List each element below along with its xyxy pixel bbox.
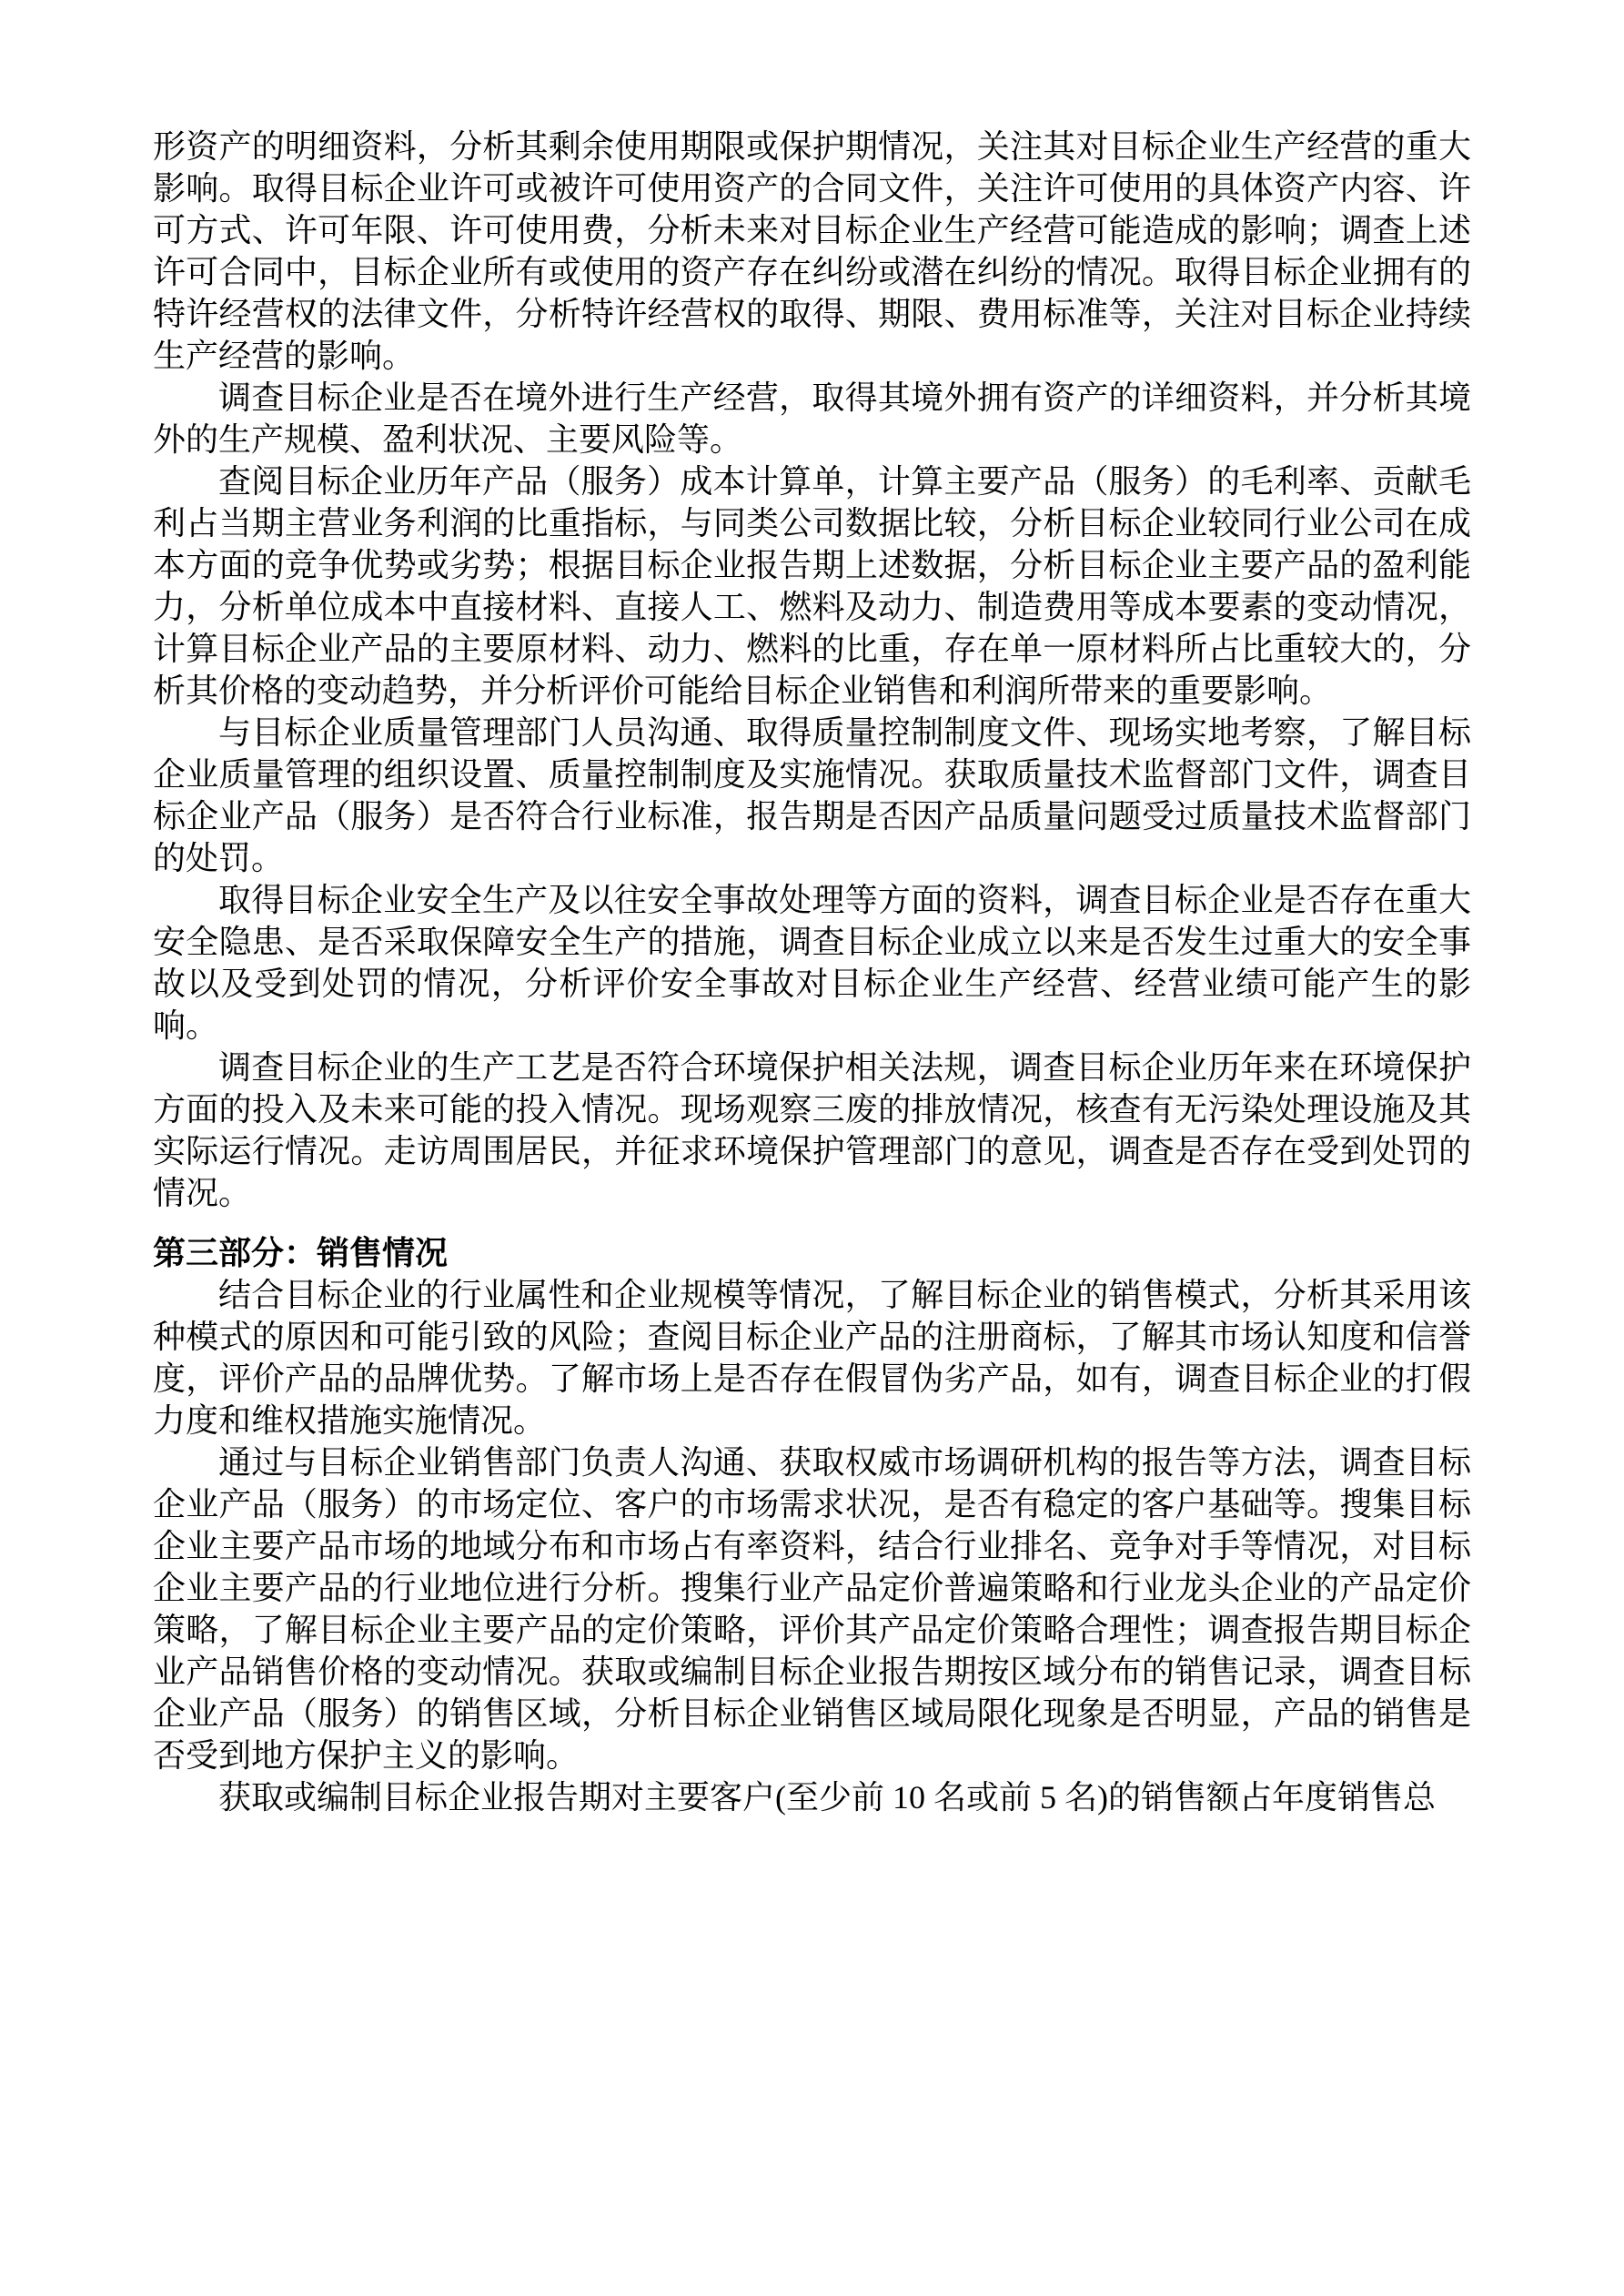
- paragraph-quality-management: 与目标企业质量管理部门人员沟通、取得质量控制制度文件、现场实地考察，了解目标企业质量管理的组织设置、质量控制制度及实施情况。获取质量技术监督部门文件，调查目标企业产品（服务）是否符合行业标准，报告期是否因产品质量问题受过质量技术监督部门的处罚。: [153, 714, 1471, 876]
- paragraph-market-position-pricing: 通过与目标企业销售部门负责人沟通、获取权威市场调研机构的报告等方法，调查目标企业产品（服务）的市场定位、客户的市场需求状况，是否有稳定的客户基础等。搜集目标企业主要产品市场的地域分布和市场占有率资料，结合行业排名、竞争对手等情况，对目标企业主要产品的行业地位进行分析。搜集行业产品定价普遍策略和行业龙头企业的产品定价策略，了解目标企业主要产品的定价策略，评价其产品定价策略合理性；调查报告期目标企业产品销售价格的变动情况。获取或编制目标企业报告期按区域分布的销售记录，调查目标企业产品（服务）的销售区域，分析目标企业销售区域局限化现象是否明显，产品的销售是否受到地方保护主义的影响。: [153, 1444, 1471, 1774]
- paragraph-cost-analysis: 查阅目标企业历年产品（服务）成本计算单，计算主要产品（服务）的毛利率、贡献毛利占当期主营业务利润的比重指标，与同类公司数据比较，分析目标企业较同行业公司在成本方面的竞争优势或劣势；根据目标企业报告期上述数据，分析目标企业主要产品的盈利能力，分析单位成本中直接材料、直接人工、燃料及动力、制造费用等成本要素的变动情况，计算目标企业产品的主要原材料、动力、燃料的比重，存在单一原材料所占比重较大的，分析其价格的变动趋势，并分析评价可能给目标企业销售和利润所带来的重要影响。: [153, 463, 1471, 709]
- paragraph-intangible-assets-continuation: 形资产的明细资料，分析其剩余使用期限或保护期情况，关注其对目标企业生产经营的重大影响。取得目标企业许可或被许可使用资产的合同文件，关注许可使用的具体资产内容、许可方式、许可年限、许可使用费，分析未来对目标企业生产经营可能造成的影响；调查上述许可合同中，目标企业所有或使用的资产存在纠纷或潜在纠纷的情况。取得目标企业拥有的特许经营权的法律文件，分析特许经营权的取得、期限、费用标准等，关注对目标企业持续生产经营的影响。: [153, 128, 1471, 374]
- paragraph-major-customers-partial: 获取或编制目标企业报告期对主要客户(至少前 10 名或前 5 名)的销售额占年度销售总: [218, 1779, 1436, 1816]
- paragraph-environmental-protection: 调查目标企业的生产工艺是否符合环境保护相关法规，调查目标企业历年来在环境保护方面的投入及未来可能的投入情况。现场观察三废的排放情况，核查有无污染处理设施及其实际运行情况。走访周围居民，并征求环境保护管理部门的意见，调查是否存在受到处罚的情况。: [153, 1049, 1471, 1211]
- section-heading-sales: 第三部分：销售情况: [153, 1235, 449, 1271]
- paragraph-overseas-operations: 调查目标企业是否在境外进行生产经营，取得其境外拥有资产的详细资料，并分析其境外的生产规模、盈利状况、主要风险等。: [153, 379, 1471, 458]
- paragraph-safety-production: 取得目标企业安全生产及以往安全事故处理等方面的资料，调查目标企业是否存在重大安全隐患、是否采取保障安全生产的措施，调查目标企业成立以来是否发生过重大的安全事故以及受到处罚的情况，分析评价安全事故对目标企业生产经营、经营业绩可能产生的影响。: [153, 882, 1471, 1044]
- paragraph-sales-model-brand: 结合目标企业的行业属性和企业规模等情况，了解目标企业的销售模式，分析其采用该种模式的原因和可能引致的风险；查阅目标企业产品的注册商标，了解其市场认知度和信誉度，评价产品的品牌优势。了解市场上是否存在假冒伪劣产品，如有，调查目标企业的打假力度和维权措施实施情况。: [153, 1277, 1471, 1439]
